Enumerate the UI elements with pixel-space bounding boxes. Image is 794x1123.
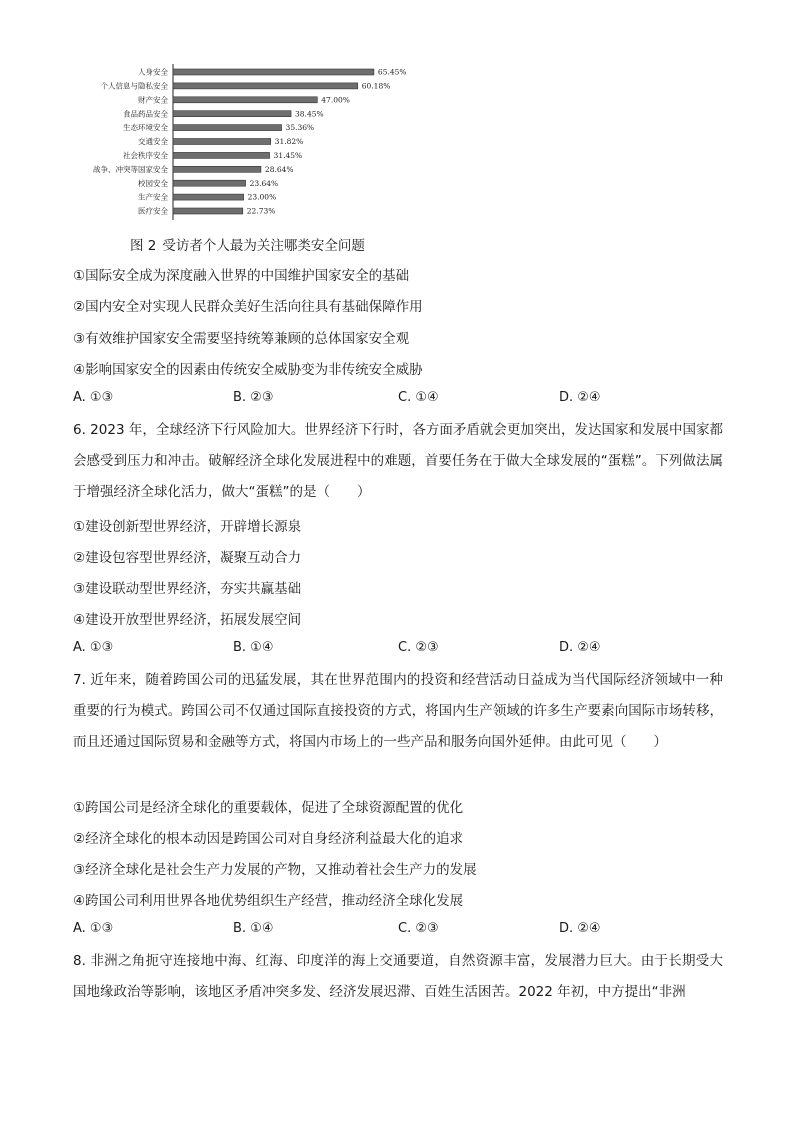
q6-stem: 6. 2023 年，全球经济下行风险加大。世界经济下行时，各方面矛盾就会更加突出，发达国家和发展中国家都会感受到压力和冲击。破解经济全球化发展进程中的难题，首要任务在于做大全球发展的“蛋糕”。下列做法属于增强经济全球化活力，做大“蛋糕”的是（ ） [73, 422, 723, 500]
q5-statement-4: ④影响国家安全的因素由传统安全威胁变为非传统安全威胁 [73, 362, 423, 378]
category-label: 交通安全 [138, 137, 168, 147]
value-label: 35.36% [285, 123, 315, 133]
value-label: 23.00% [247, 192, 277, 202]
value-label: 28.64% [264, 164, 294, 174]
q6-statement-3: ③建设联动型世界经济，夯实共赢基础 [73, 581, 302, 597]
q5-statement-2: ②国内安全对实现人民群众美好生活向往具有基础保障作用 [73, 299, 423, 315]
q7-statement-1: ①跨国公司是经济全球化的重要载体，促进了全球资源配置的优化 [73, 800, 464, 816]
category-label: 社会秩序安全 [123, 151, 168, 160]
value-label: 60.18% [361, 81, 391, 91]
q6-option-c[interactable]: C. ②③ [398, 640, 439, 655]
value-label: 47.00% [321, 95, 350, 105]
q5-option-d[interactable]: D. ②④ [559, 390, 601, 405]
category-label: 生产安全 [138, 192, 168, 202]
q6-option-b[interactable]: B. ①④ [233, 640, 274, 655]
bar [173, 111, 291, 117]
value-label: 38.45% [295, 109, 324, 119]
q6-statement-4: ④建设开放型世界经济，拓展发展空间 [73, 612, 302, 628]
q5-statement-1: ①国际安全成为深度融入世界的中国维护国家安全的基础 [73, 268, 410, 284]
bar [173, 152, 270, 158]
figure-number: 图 2 [130, 238, 157, 254]
bar-chart [60, 58, 420, 224]
category-label: 战争、冲突等国家安全 [93, 164, 168, 174]
q7-option-d[interactable]: D. ②④ [559, 921, 601, 936]
bar [173, 139, 271, 145]
bar [173, 83, 358, 89]
q7-option-c[interactable]: C. ②③ [398, 921, 439, 936]
q8-stem: 8. 非洲之角扼守连接地中海、红海、印度洋的海上交通要道，自然资源丰富，发展潜力巨大。由于长期受大国地缘政治等影响，该地区矛盾冲突多发、经济发展迟滞、百姓生活困苦。2022 年初，中方提出“非洲 [73, 953, 723, 1000]
figure-title: 受访者个人最为关注哪类安全问题 [162, 238, 365, 254]
q6-option-a[interactable]: A. ①③ [73, 640, 114, 655]
figure-caption [130, 234, 371, 254]
q7-statement-4: ④跨国公司利用世界各地优势组织生产经营，推动经济全球化发展 [73, 893, 464, 909]
q6-statement-1: ①建设创新型世界经济，开辟增长源泉 [73, 519, 302, 535]
value-label: 31.82% [274, 137, 304, 147]
value-label: 23.64% [249, 178, 279, 188]
bar [173, 166, 261, 172]
q6-statement-2: ②建设包容型世界经济，凝聚互动合力 [73, 550, 302, 566]
q5-option-a[interactable]: A. ①③ [73, 390, 114, 405]
q7-option-b[interactable]: B. ①④ [233, 921, 274, 936]
category-label: 人身安全 [138, 67, 168, 77]
bar [173, 69, 374, 75]
category-label: 医疗安全 [138, 206, 168, 216]
value-label: 31.45% [273, 151, 303, 160]
category-label: 校园安全 [138, 178, 168, 188]
q7-statement-2: ②经济全球化的根本动因是跨国公司对自身经济利益最大化的追求 [73, 831, 464, 847]
value-label: 22.73% [246, 206, 276, 216]
category-label: 生态环境安全 [123, 123, 168, 133]
q7-stem: 7. 近年来，随着跨国公司的迅猛发展，其在世界范围内的投资和经营活动日益成为当代国际经济领域中一种重要的行为模式。跨国公司不仅通过国际直接投资的方式，将国内生产领域的许多生产要素向国际市场转移，而且还通过国际贸易和金融等方式，将国内市场上的一些产品和服务向国外延伸。由此可见（ ） [73, 672, 723, 750]
bar [173, 125, 282, 131]
value-label: 65.45% [377, 67, 407, 77]
q5-statement-3: ③有效维护国家安全需要坚持统筹兼顾的总体国家安全观 [73, 331, 410, 347]
bar [173, 97, 317, 103]
q7-statement-3: ③经济全球化是社会生产力发展的产物，又推动着社会生产力的发展 [73, 862, 477, 878]
bar [173, 208, 243, 214]
category-label: 食品药品安全 [123, 109, 168, 119]
bar [173, 180, 246, 186]
q5-option-b[interactable]: B. ②③ [233, 390, 274, 405]
bar [173, 194, 244, 200]
q5-option-c[interactable]: C. ①④ [398, 390, 439, 405]
category-label: 财产安全 [138, 95, 168, 105]
q7-option-a[interactable]: A. ①③ [73, 921, 114, 936]
q6-option-d[interactable]: D. ②④ [559, 640, 601, 655]
category-label: 个人信息与隐私安全 [100, 81, 168, 91]
